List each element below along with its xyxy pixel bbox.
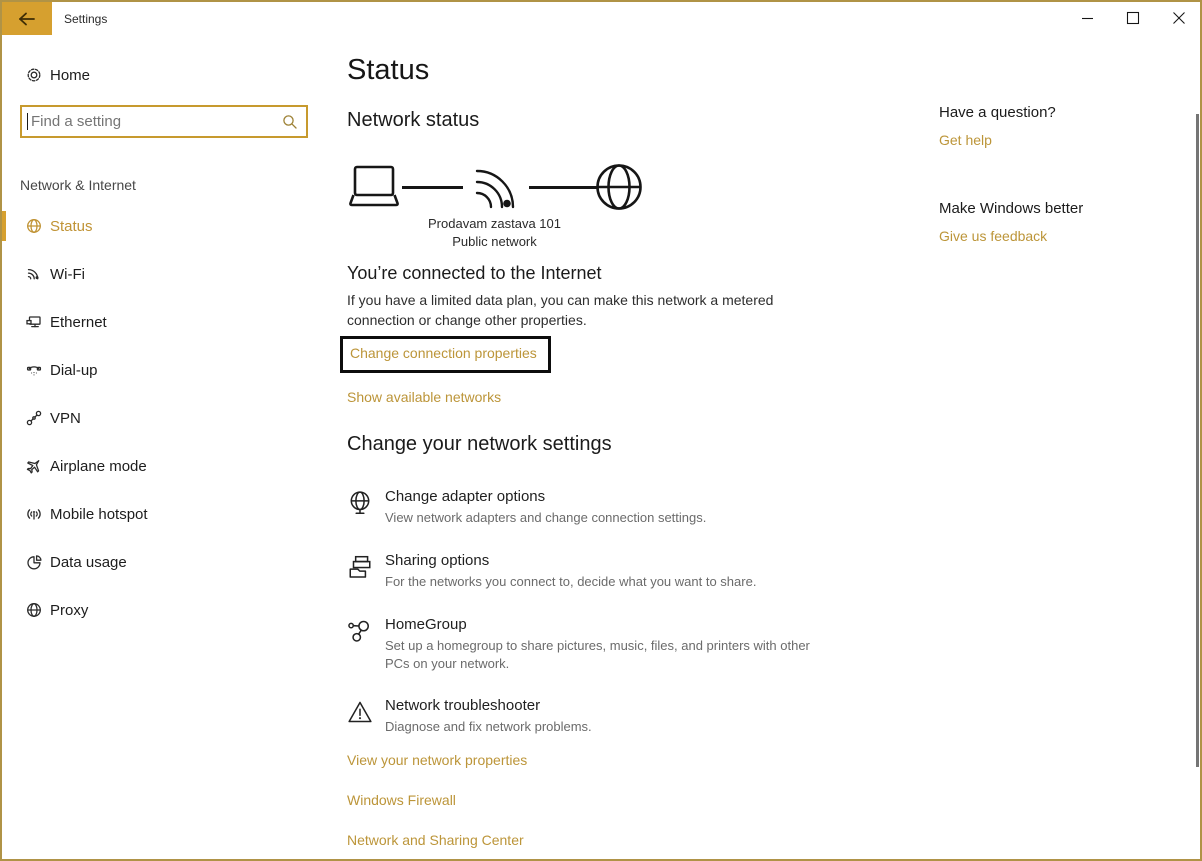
sidebar-item-label: Wi-Fi	[50, 265, 85, 283]
setting-description: Diagnose and fix network problems.	[385, 719, 592, 734]
close-icon	[1172, 10, 1186, 26]
show-available-networks-link[interactable]: Show available networks	[347, 389, 502, 405]
connector-line	[402, 186, 463, 189]
adapter-globe-icon	[347, 490, 373, 516]
laptop-icon	[347, 165, 401, 209]
change-connection-properties-link[interactable]: Change connection properties	[350, 345, 537, 361]
give-us-feedback-link[interactable]: Give us feedback	[939, 228, 1048, 244]
sidebar-item-vpn[interactable]	[2, 394, 332, 442]
sidebar-item-label: VPN	[50, 409, 81, 427]
search-input[interactable]	[31, 113, 282, 130]
proxy-globe-icon	[26, 602, 42, 618]
sidebar-item-wi-fi[interactable]	[2, 250, 332, 298]
wifi-connection-icon	[472, 164, 524, 210]
sidebar-item-airplane-mode[interactable]	[2, 442, 332, 490]
make-windows-better-heading: Make Windows better	[939, 200, 1084, 217]
sidebar-item-dial-up[interactable]	[2, 346, 332, 394]
sidebar-item-proxy[interactable]	[2, 586, 332, 634]
windows-firewall-link[interactable]: Windows Firewall	[347, 792, 456, 808]
sidebar-item-ethernet[interactable]	[2, 298, 332, 346]
setting-title: Network troubleshooter	[385, 697, 541, 714]
gear-icon	[26, 67, 42, 83]
network-diagram	[347, 164, 647, 210]
connection-heading: You’re connected to the Internet	[347, 263, 602, 283]
minimize-button[interactable]	[1066, 3, 1108, 33]
homegroup-icon	[347, 618, 373, 644]
sidebar-item-mobile-hotspot[interactable]	[2, 490, 332, 538]
ethernet-icon	[26, 314, 42, 330]
sidebar-item-label: Ethernet	[50, 313, 107, 331]
connection-description: If you have a limited data plan, you can make this network a metered connection or change other properties.	[347, 292, 774, 328]
airplane-icon	[26, 458, 42, 474]
search-box[interactable]	[20, 105, 308, 138]
setting-row-network-troubleshooter[interactable]	[347, 696, 827, 736]
setting-description: Set up a homegroup to share pictures, music, files, and printers with other PCs on your network.	[385, 638, 810, 671]
setting-row-homegroup[interactable]	[347, 615, 827, 673]
close-button[interactable]	[1158, 3, 1200, 33]
setting-row-change-adapter-options[interactable]	[347, 487, 827, 527]
sidebar-item-label: Data usage	[50, 553, 127, 571]
window-title: Settings	[64, 11, 108, 26]
sidebar-item-data-usage[interactable]	[2, 538, 332, 586]
network-caption	[387, 215, 602, 250]
data-usage-icon	[26, 554, 42, 570]
sidebar-section-label: Network & Internet	[20, 177, 136, 193]
troubleshooter-icon	[347, 699, 373, 725]
sidebar-item-label: Dial-up	[50, 361, 98, 379]
connector-line	[529, 186, 597, 189]
dialup-icon	[26, 362, 42, 378]
sidebar-item-label: Status	[50, 217, 93, 235]
back-arrow-icon	[17, 11, 37, 27]
scrollbar[interactable]	[1196, 114, 1199, 767]
minimize-icon	[1081, 10, 1094, 26]
search-icon	[282, 114, 298, 130]
network-type: Public network	[452, 234, 537, 249]
sidebar-nav	[2, 202, 332, 634]
change-network-settings-heading: Change your network settings	[347, 433, 612, 455]
network-name: Prodavam zastava 101	[428, 216, 561, 231]
sharing-icon	[347, 554, 373, 580]
status-globe-icon	[26, 218, 42, 234]
back-button[interactable]	[2, 2, 52, 35]
maximize-icon	[1126, 10, 1140, 26]
sidebar-item-home[interactable]	[2, 60, 332, 90]
network-status-heading: Network status	[347, 109, 480, 131]
sidebar-item-label: Airplane mode	[50, 457, 147, 475]
sidebar-item-label: Proxy	[50, 601, 89, 619]
setting-title: Change adapter options	[385, 488, 546, 505]
sidebar-item-label: Mobile hotspot	[50, 505, 148, 523]
wifi-icon	[26, 266, 42, 282]
text-caret	[27, 113, 28, 130]
maximize-button[interactable]	[1112, 3, 1154, 33]
highlight-box	[340, 336, 551, 373]
setting-title: Sharing options	[385, 552, 490, 569]
get-help-link[interactable]: Get help	[939, 132, 992, 148]
view-your-network-properties-link[interactable]: View your network properties	[347, 752, 528, 768]
page-title: Status	[347, 54, 430, 86]
sidebar-item-status[interactable]	[2, 202, 332, 250]
setting-description: For the networks you connect to, decide what you want to share.	[385, 574, 757, 589]
setting-title: HomeGroup	[385, 616, 467, 633]
setting-row-sharing-options[interactable]	[347, 551, 827, 591]
hotspot-icon	[26, 506, 42, 522]
network-and-sharing-center-link[interactable]: Network and Sharing Center	[347, 832, 524, 848]
vpn-icon	[26, 410, 42, 426]
internet-globe-icon	[595, 163, 643, 211]
setting-description: View network adapters and change connection settings.	[385, 510, 707, 525]
home-label: Home	[50, 66, 91, 84]
have-a-question-heading: Have a question?	[939, 104, 1056, 121]
